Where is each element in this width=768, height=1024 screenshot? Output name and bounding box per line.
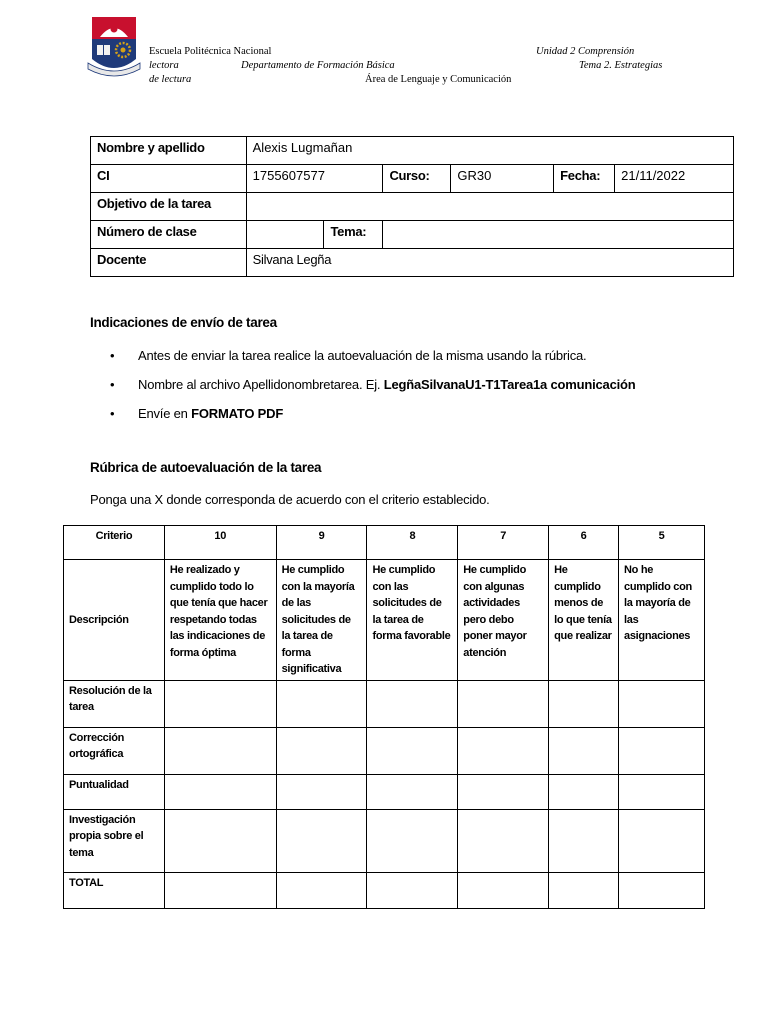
rubric-instruction: Ponga una X donde corresponda de acuerdo con el criterio establecido. xyxy=(90,492,490,507)
description-9: He cumplido con la mayoría de las solicitudes de la tarea de forma significativa xyxy=(276,560,367,681)
description-5: No he cumplido con la mayoría de las asignaciones xyxy=(619,560,705,681)
instruction-item-2: • Nombre al archivo Apellidonombretarea. Ej. LegñaSilvanaU1-T1Tarea1a comunicación xyxy=(110,377,636,392)
score-cell[interactable] xyxy=(619,872,705,908)
ci-value: 1755607577 xyxy=(246,165,383,193)
school-logo xyxy=(86,15,142,81)
score-cell[interactable] xyxy=(458,809,549,872)
description-7: He cumplido con algunas actividades pero debo poner mayor atención xyxy=(458,560,549,681)
instruction-item-3: • Envíe en FORMATO PDF xyxy=(110,406,284,421)
criterion-spelling: Corrección ortográfica xyxy=(64,727,165,774)
header-line2-left: lectora xyxy=(149,60,179,71)
score-cell[interactable] xyxy=(164,774,276,809)
score-cell[interactable] xyxy=(619,809,705,872)
score-cell[interactable] xyxy=(367,727,458,774)
ci-label: CI xyxy=(91,165,247,193)
score-cell[interactable] xyxy=(367,872,458,908)
score-cell[interactable] xyxy=(164,809,276,872)
school-name: Escuela Politécnica Nacional xyxy=(149,46,272,57)
score-cell[interactable] xyxy=(276,680,367,727)
name-value: Alexis Lugmañan xyxy=(246,137,733,165)
score-cell[interactable] xyxy=(276,774,367,809)
criterion-total: TOTAL xyxy=(64,872,165,908)
score-cell[interactable] xyxy=(619,727,705,774)
teacher-value: Silvana Legña xyxy=(246,249,733,277)
header-line3-left: de lectura xyxy=(149,74,192,85)
score-cell[interactable] xyxy=(549,872,619,908)
class-number-label: Número de clase xyxy=(91,221,247,249)
score-cell[interactable] xyxy=(276,809,367,872)
score-cell[interactable] xyxy=(549,809,619,872)
header-score-6: 6 xyxy=(549,526,619,560)
description-6: He cumplido menos de lo que tenía que realizar xyxy=(549,560,619,681)
score-cell[interactable] xyxy=(367,774,458,809)
score-cell[interactable] xyxy=(549,727,619,774)
class-number-value[interactable] xyxy=(246,221,324,249)
score-cell[interactable] xyxy=(549,774,619,809)
score-cell[interactable] xyxy=(164,680,276,727)
score-cell[interactable] xyxy=(164,872,276,908)
topic-value[interactable] xyxy=(383,221,734,249)
description-10: He realizado y cumplido todo lo que tenía que hacer respetando todas las indicaciones de forma óptima xyxy=(164,560,276,681)
description-8: He cumplido con las solicitudes de la tarea de forma favorable xyxy=(367,560,458,681)
date-label: Fecha: xyxy=(554,165,615,193)
score-cell[interactable] xyxy=(619,774,705,809)
instructions-title: Indicaciones de envío de tarea xyxy=(90,315,277,330)
description-label: Descripción xyxy=(64,560,165,681)
header-score-10: 10 xyxy=(164,526,276,560)
score-cell[interactable] xyxy=(276,872,367,908)
header-score-7: 7 xyxy=(458,526,549,560)
instruction-item-1: • Antes de enviar la tarea realice la autoevaluación de la misma usando la rúbrica. xyxy=(110,348,587,363)
score-cell[interactable] xyxy=(619,680,705,727)
score-cell[interactable] xyxy=(458,774,549,809)
score-cell[interactable] xyxy=(549,680,619,727)
header-criterion: Criterio xyxy=(64,526,165,560)
header-score-8: 8 xyxy=(367,526,458,560)
score-cell[interactable] xyxy=(367,680,458,727)
teacher-label: Docente xyxy=(91,249,247,277)
date-value: 21/11/2022 xyxy=(615,165,734,193)
criterion-punctuality: Puntualidad xyxy=(64,774,165,809)
unit-title: Unidad 2 Comprensión xyxy=(536,46,635,57)
area-name: Área de Lenguaje y Comunicación xyxy=(365,74,512,85)
topic-title: Tema 2. Estrategias xyxy=(579,60,663,71)
header-score-9: 9 xyxy=(276,526,367,560)
criterion-research: Investigación propia sobre el tema xyxy=(64,809,165,872)
department-name: Departamento de Formación Básica xyxy=(241,60,395,71)
rubric-title: Rúbrica de autoevaluación de la tarea xyxy=(90,460,322,475)
rubric-table xyxy=(63,525,705,909)
header-score-5: 5 xyxy=(619,526,705,560)
score-cell[interactable] xyxy=(367,809,458,872)
objective-value[interactable] xyxy=(246,193,733,221)
score-cell[interactable] xyxy=(458,680,549,727)
criterion-resolution: Resolución de la tarea xyxy=(64,680,165,727)
student-info-table xyxy=(90,136,734,277)
score-cell[interactable] xyxy=(164,727,276,774)
score-cell[interactable] xyxy=(458,872,549,908)
score-cell[interactable] xyxy=(276,727,367,774)
topic-label: Tema: xyxy=(324,221,383,249)
course-label: Curso: xyxy=(383,165,451,193)
score-cell[interactable] xyxy=(458,727,549,774)
objective-label: Objetivo de la tarea xyxy=(91,193,247,221)
name-label: Nombre y apellido xyxy=(91,137,247,165)
course-value: GR30 xyxy=(451,165,554,193)
